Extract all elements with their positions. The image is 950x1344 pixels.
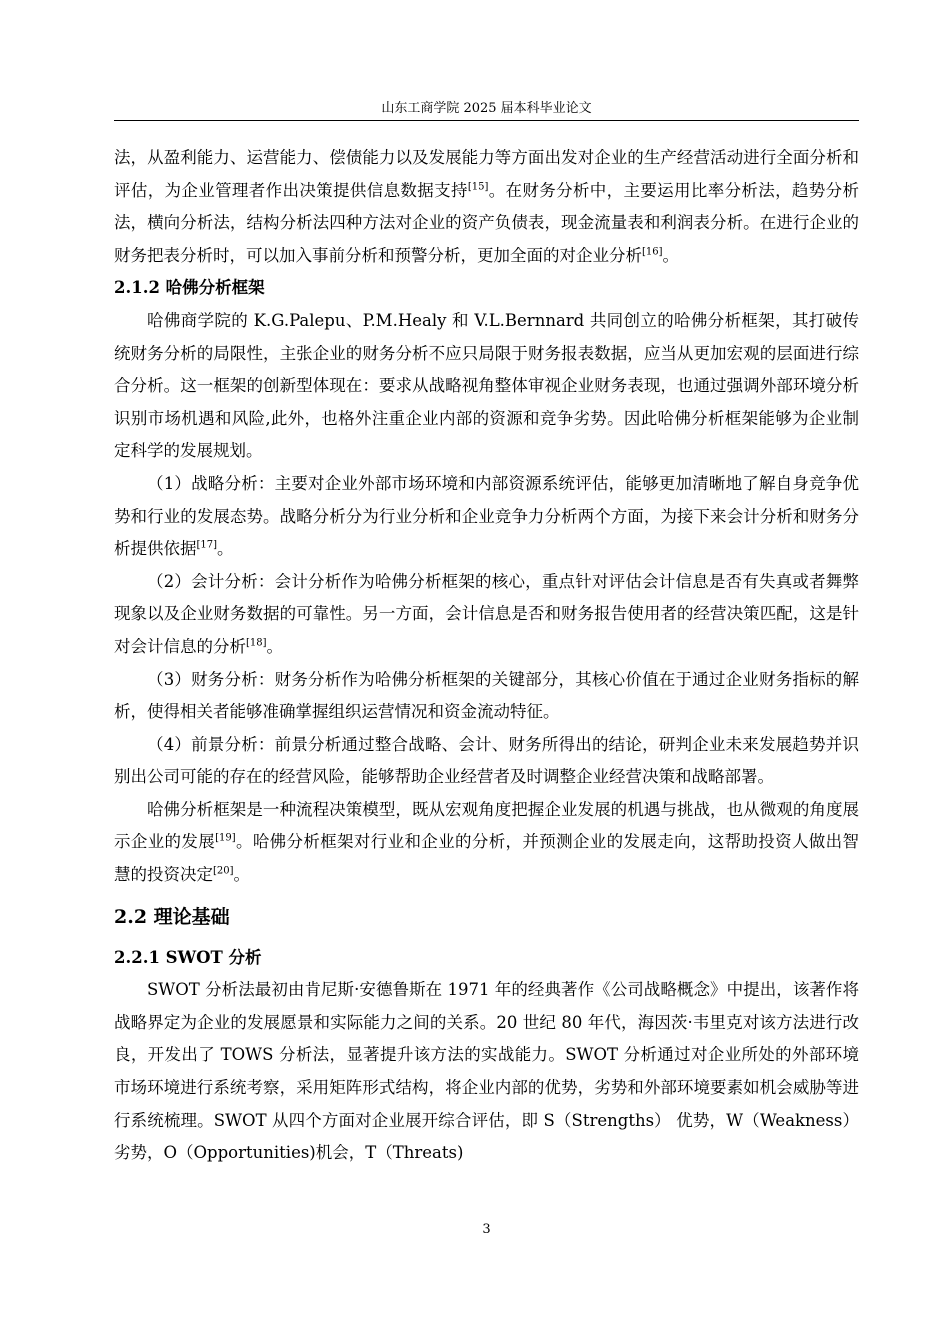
text-span: （2）会计分析：会计分析作为哈佛分析框架的核心，重点针对评估会计信息是否有失真或者舞弊现象以及企业财务数据的可靠性。另一方面，会计信息是否和财务报告使用者的经营决策匹配，这是针对会计信息的分析 — [114, 571, 859, 656]
page-number: 3 — [482, 1222, 491, 1237]
page-body — [114, 142, 859, 1170]
text-span: 哈佛分析框架是一种流程决策模型，既从宏观角度把握企业发展的机遇与挑战，也从微观的角度展示企业的发展 — [114, 799, 859, 852]
paragraph: （3）财务分析：财务分析作为哈佛分析框架的关键部分，其核心价值在于通过企业财务指标的解析，使得相关者能够准确掌握组织运营情况和资金流动特征。 — [114, 669, 859, 722]
text-span: 。 — [217, 539, 234, 559]
text-span: 。 — [266, 636, 284, 656]
paragraph — [114, 566, 859, 664]
paragraph-continued — [114, 142, 859, 272]
citation: [17] — [196, 539, 218, 551]
citation: [19] — [215, 832, 236, 844]
paragraph: SWOT 分析法最初由肯尼斯·安德鲁斯在 1971 年的经典著作《公司战略概念》中提出，该著作将战略界定为企业的发展愿景和实际能力之间的关系。20 世纪 80 年代，海因茨·韦里克对该方法进行改良，开发出了 TOWS 分析法，显著提升该方法的实战能力。SWOT 分析通过对企业所处的外部环境市场环境进行系统考察，采用矩阵形式结构，将企业内部的优势，劣势和外部环境要素如机会威胁等进行系统梳理。SWOT 从四个方面对企业展开综合评估，即 S（Strengths） 优势，W（Weakness）劣势，O（Opportunities)机会，T（Threats) — [114, 980, 859, 1163]
text-span: 法，从盈利能力、运营能力、偿债能力以及发展能力等方面出发对企业的生产经营活动进行全面分析和评估，为企业管理者作出决策提供信息数据支持 — [114, 148, 859, 200]
text-span: 。哈佛分析框架对行业和企业的分析，并预测企业的发展走向，这帮助投资人做出智慧的投资决定 — [114, 832, 860, 885]
section-heading-2-2: 2.2 理论基础 — [114, 905, 230, 928]
paragraph — [114, 468, 859, 566]
citation: [20] — [213, 865, 234, 877]
citation: [18] — [246, 637, 267, 649]
paragraph — [114, 794, 859, 892]
citation: [16] — [642, 246, 663, 258]
section-heading-2-2-1: 2.2.1 SWOT 分析 — [114, 947, 262, 967]
text-span: （1）战略分析：主要对企业外部市场环境和内部资源系统评估，能够更加清晰地了解自身竞争优势和行业的发展态势。战略分析分为行业分析和企业竞争力分析两个方面，为接下来会计分析和财务分析提供依据 — [114, 473, 859, 559]
citation: [15] — [467, 181, 489, 193]
section-heading-2-1-2: 2.1.2 哈佛分析框架 — [114, 278, 265, 298]
header-rule — [114, 120, 859, 121]
text-span: 。在财务分析中，主要运用比率分析法，趋势分析法，横向分析法，结构分析法四种方法对企业的资产负债表，现金流量表和利润表分析。在进行企业的财务把表分析时，可以加入事前分析和预警分析，更加全面的对企业分析 — [114, 180, 860, 265]
running-header: 山东工商学院 2025 届本科毕业论文 — [381, 101, 592, 116]
paragraph: （4）前景分析：前景分析通过整合战略、会计、财务所得出的结论，研判企业未来发展趋势并识别出公司可能的存在的经营风险，能够帮助企业经营者及时调整企业经营决策和战略部署。 — [114, 734, 859, 787]
text-span: 。 — [662, 245, 680, 265]
text-span: 。 — [233, 865, 251, 885]
paragraph: 哈佛商学院的 K.G.Palepu、P.M.Healy 和 V.L.Bernnard 共同创立的哈佛分析框架，其打破传统财务分析的局限性，主张企业的财务分析不应只局限于财务报表数据，应当从更加宏观的层面进行综合分析。这一框架的创新型体现在：要求从战略视角整体审视企业财务表现，也通过强调外部环境分析识别市场机遇和风险,此外，也格外注重企业内部的资源和竞争劣势。因此哈佛分析框架能够为企业制定科学的发展规划。 — [114, 310, 859, 461]
